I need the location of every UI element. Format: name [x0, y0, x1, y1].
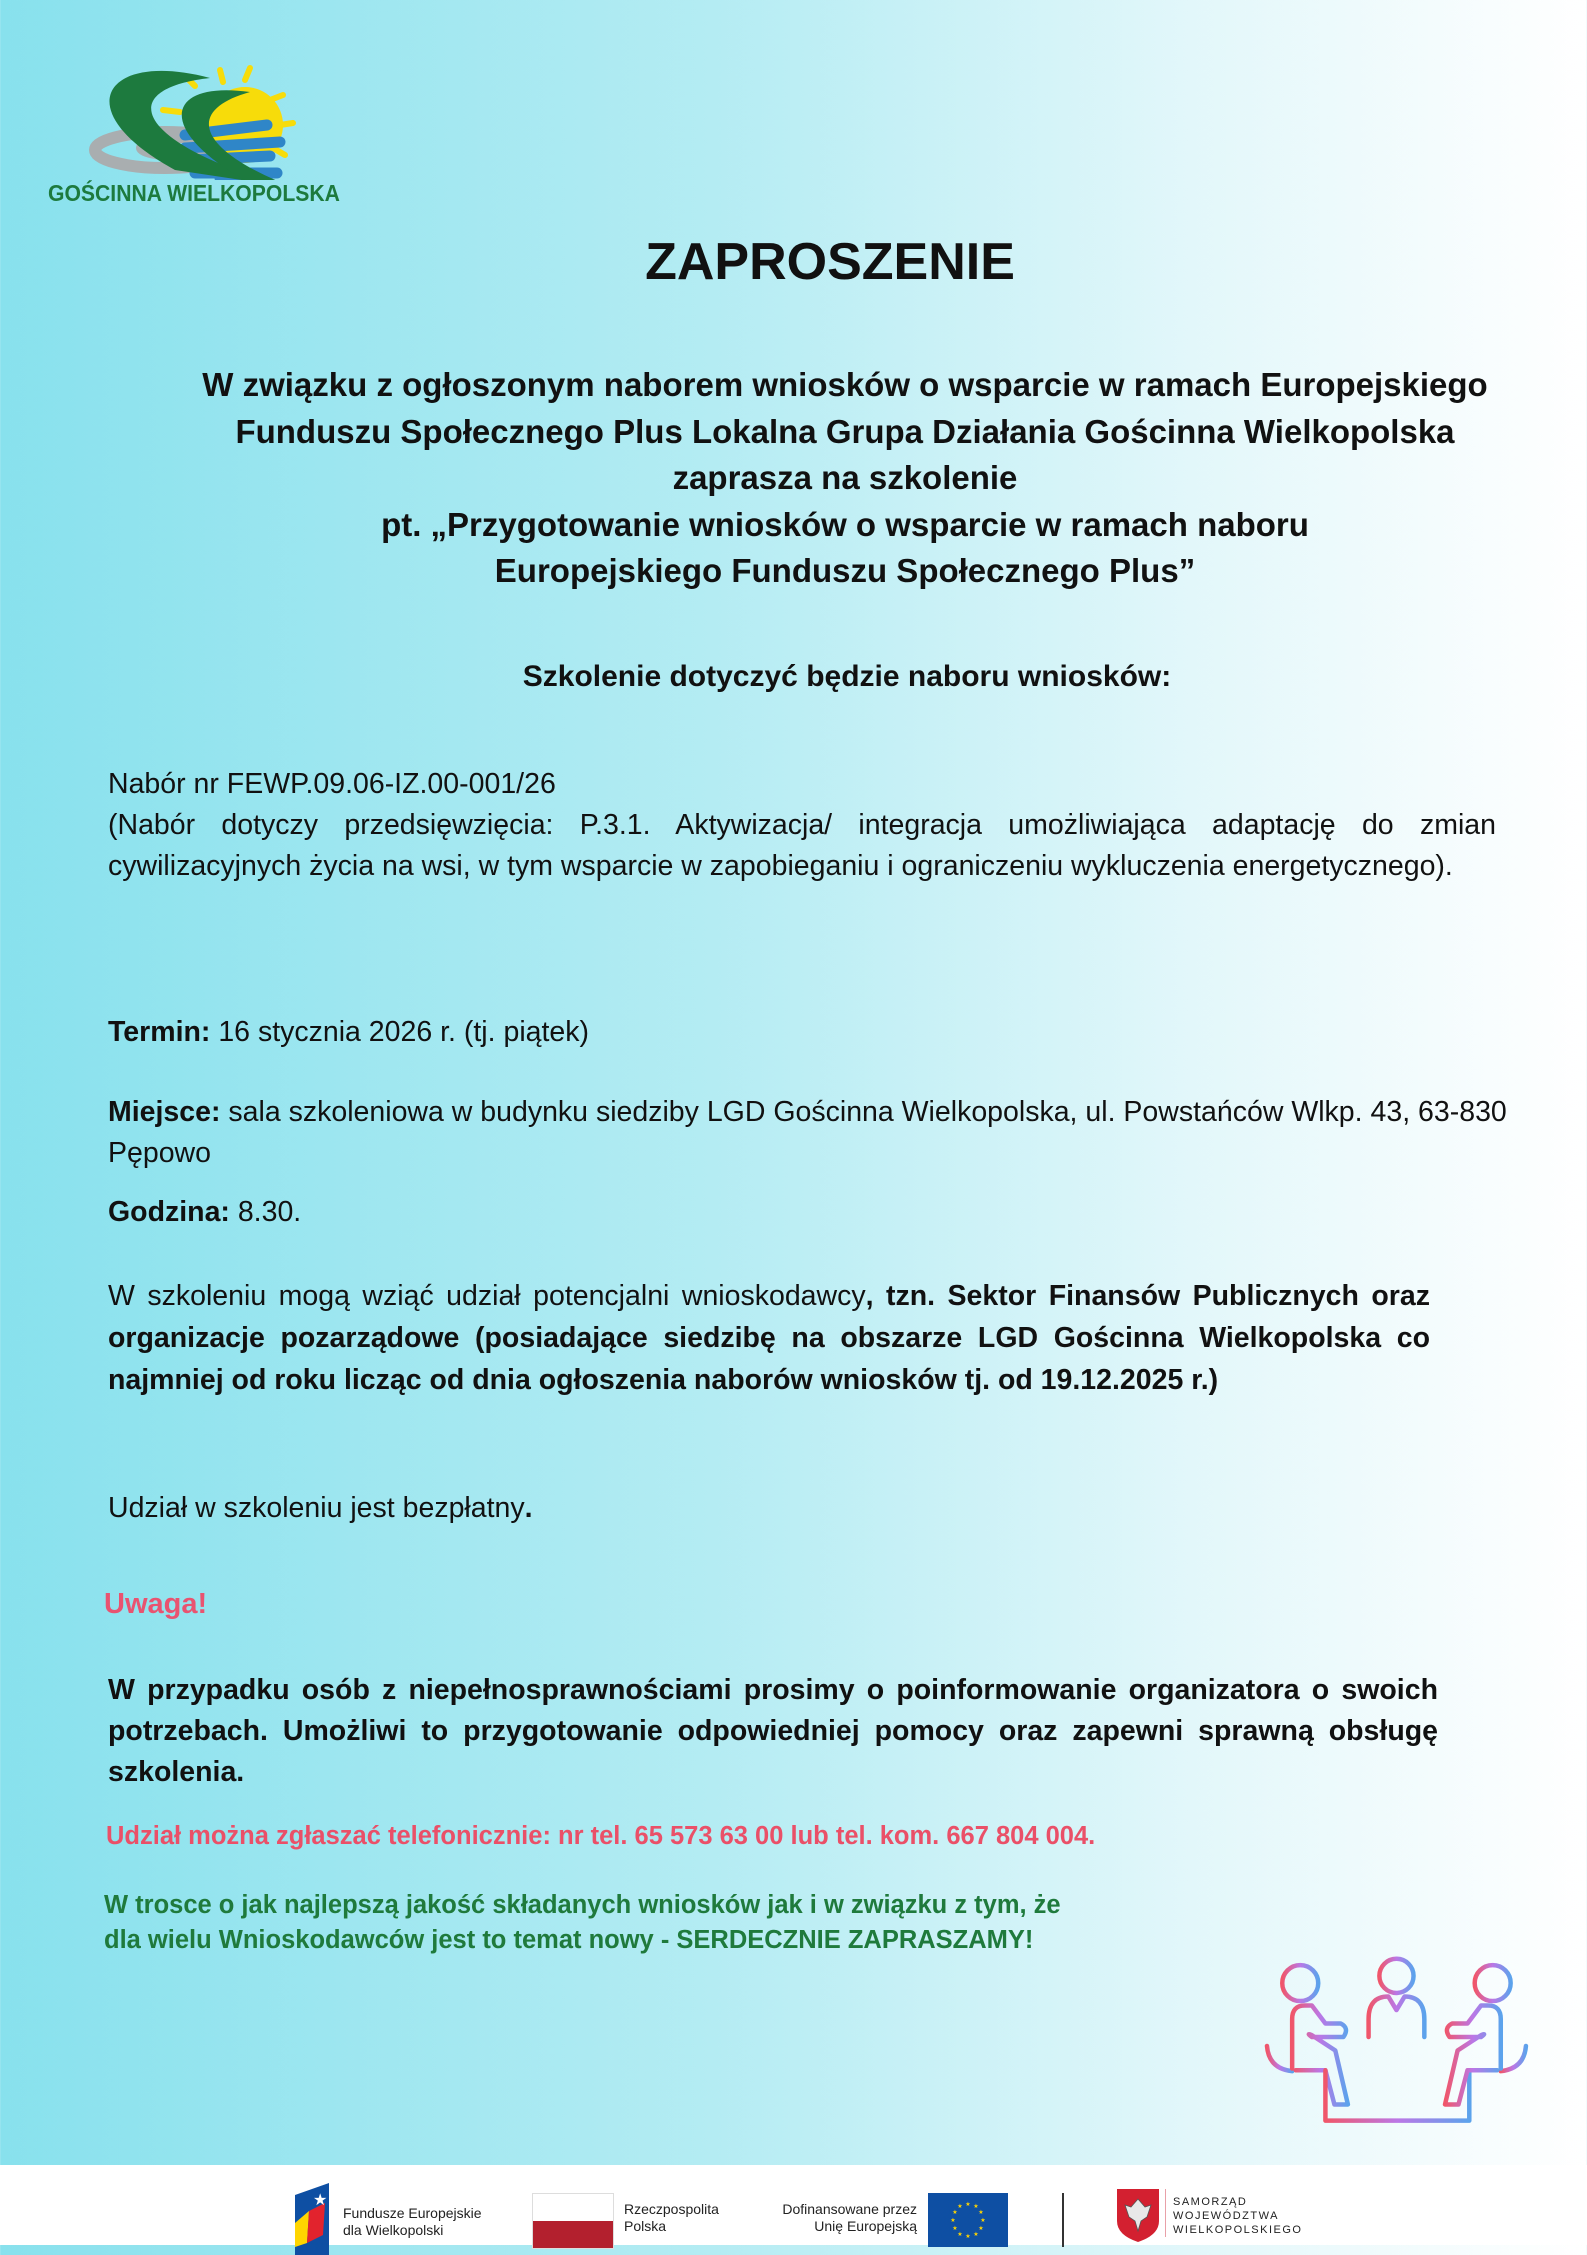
funding-footer — [0, 2165, 1587, 2245]
miejsce-row — [108, 1092, 1508, 1174]
closing-invitation — [104, 1888, 1061, 1958]
svg-text:★: ★ — [313, 2190, 328, 2209]
termin-value: 16 stycznia 2026 r. (tj. piątek) — [210, 1016, 590, 1048]
fe-line-2: dla Wielkopolski — [343, 2222, 444, 2238]
svg-text:★: ★ — [965, 2201, 971, 2208]
svg-text:★: ★ — [952, 2209, 958, 2216]
free-dot: . — [524, 1492, 533, 1524]
termin-row — [108, 1012, 589, 1053]
eu-line-1: Dofinansowane przez — [782, 2201, 917, 2217]
termin-label: Termin: — [108, 1016, 211, 1048]
eu-flag-icon — [928, 2193, 1008, 2247]
meeting-illustration — [1240, 1950, 1570, 2160]
godzina-row — [108, 1192, 301, 1233]
people-at-table-icon — [1240, 1950, 1570, 2160]
svg-text:★: ★ — [952, 2225, 958, 2232]
rp-line-2: Polska — [624, 2218, 667, 2234]
svg-text:★: ★ — [957, 2231, 963, 2238]
sw-line-3: WIELKOPOLSKIEGO — [1173, 2224, 1303, 2236]
closing-emphasis: SERDECZNIE ZAPRASZAMY! — [676, 1926, 1034, 1954]
intro-line: zaprasza na szkolenie — [672, 459, 1018, 496]
goscinna-wielkopolska-logo — [45, 30, 340, 215]
page-title: ZAPROSZENIE — [645, 233, 1015, 291]
svg-text:★: ★ — [978, 2209, 984, 2216]
sw-line-1: SAMORZĄD — [1173, 2196, 1248, 2208]
nabor-description: (Nabór dotyczy przedsięwzięcia: P.3.1. Aktywizacja/ integracja umożliwiająca adaptację do zmian cywilizacyjnych życia na wsi, w tym wsparcie w zapobieganiu i ograniczeniu wykluczenia energetycznego). — [108, 809, 1496, 882]
polish-flag-icon — [532, 2193, 614, 2249]
sw-line-2: WOJEWÓDZTWA — [1173, 2210, 1279, 2222]
nabor-section — [108, 764, 1496, 887]
intro-line: W związku z ogłoszonym naborem wniosków o wsparcie w ramach Europejskiego — [202, 366, 1488, 403]
svg-text:★: ★ — [973, 2231, 979, 2238]
svg-text:★: ★ — [978, 2225, 984, 2232]
participants-paragraph — [108, 1275, 1430, 1401]
fe-line-1: Fundusze Europejskie — [343, 2205, 482, 2221]
fe-flag-icon — [295, 2183, 329, 2255]
intro-line: Europejskiego Funduszu Społecznego Plus” — [494, 552, 1196, 589]
rp-line-1: Rzeczpospolita — [624, 2201, 719, 2217]
closing-line-1: W trosce o jak najlepszą jakość składanych wniosków jak i w związku z tym, że — [104, 1891, 1061, 1919]
miejsce-label: Miejsce: — [108, 1096, 221, 1128]
godzina-label: Godzina: — [108, 1196, 230, 1228]
godzina-value: 8.30. — [229, 1196, 302, 1228]
intro-paragraph — [150, 362, 1540, 595]
intro-line: pt. „Przygotowanie wniosków o wsparcie w ramach naboru — [381, 505, 1309, 543]
intro-line: Funduszu Społecznego Plus Lokalna Grupa Działania Gościnna Wielkopolska — [235, 412, 1455, 450]
participants-text: W szkoleniu mogą wziąć udział potencjalni wnioskodawcy — [108, 1280, 866, 1312]
free-participation — [108, 1488, 533, 1529]
logo-graphic-icon — [45, 30, 315, 180]
svg-text:★: ★ — [957, 2203, 963, 2210]
subheading: Szkolenie dotyczyć będzie naboru wniosków: — [522, 660, 1172, 693]
accessibility-paragraph: W przypadku osób z niepełnosprawnościami prosimy o poinformowanie organizatora o swoich potrzebach. Umożliwi to przygotowanie odpowiedniej pomocy oraz zapewni sprawną obsługę szkolenia. — [108, 1674, 1438, 1788]
nabor-number: Nabór nr FEWP.09.06-IZ.00-001/26 — [108, 768, 556, 800]
logo-text: GOŚCINNA WIELKOPOLSKA — [48, 180, 340, 206]
closing-line-2-text: dla wielu Wnioskodawców jest to temat nowy - — [104, 1926, 677, 1954]
eu-line-2: Unię Europejską — [814, 2218, 917, 2234]
svg-text:★: ★ — [980, 2217, 986, 2224]
wielkopolska-coat-of-arms-icon — [1115, 2187, 1161, 2243]
closing-line-2 — [104, 1923, 1061, 1958]
phone-contact: Udział można zgłaszać telefonicznie: nr tel. 65 573 63 00 lub tel. kom. 667 804 004. — [106, 1822, 1096, 1850]
participants-bold-text: , tzn. Sektor Finansów Publicznych oraz organizacje pozarządowe (posiadające siedzibę na obszarze LGD Gościnna Wielkopolska co najmniej od roku licząc od dnia ogłoszenia naborów wniosków tj. od 19.12.2025 r.) — [108, 1280, 1430, 1396]
free-text: Udział w szkoleniu jest bezpłatny — [108, 1492, 525, 1524]
svg-text:★: ★ — [965, 2233, 971, 2240]
svg-text:★: ★ — [950, 2217, 956, 2224]
warning-label: Uwaga! — [104, 1588, 208, 1620]
miejsce-value: sala szkoleniowa w budynku siedziby LGD Gościnna Wielkopolska, ul. Powstańców Wlkp. 43, 63-830 Pępowo — [108, 1096, 1507, 1169]
svg-text:★: ★ — [973, 2203, 979, 2210]
footer-divider — [1062, 2193, 1064, 2247]
